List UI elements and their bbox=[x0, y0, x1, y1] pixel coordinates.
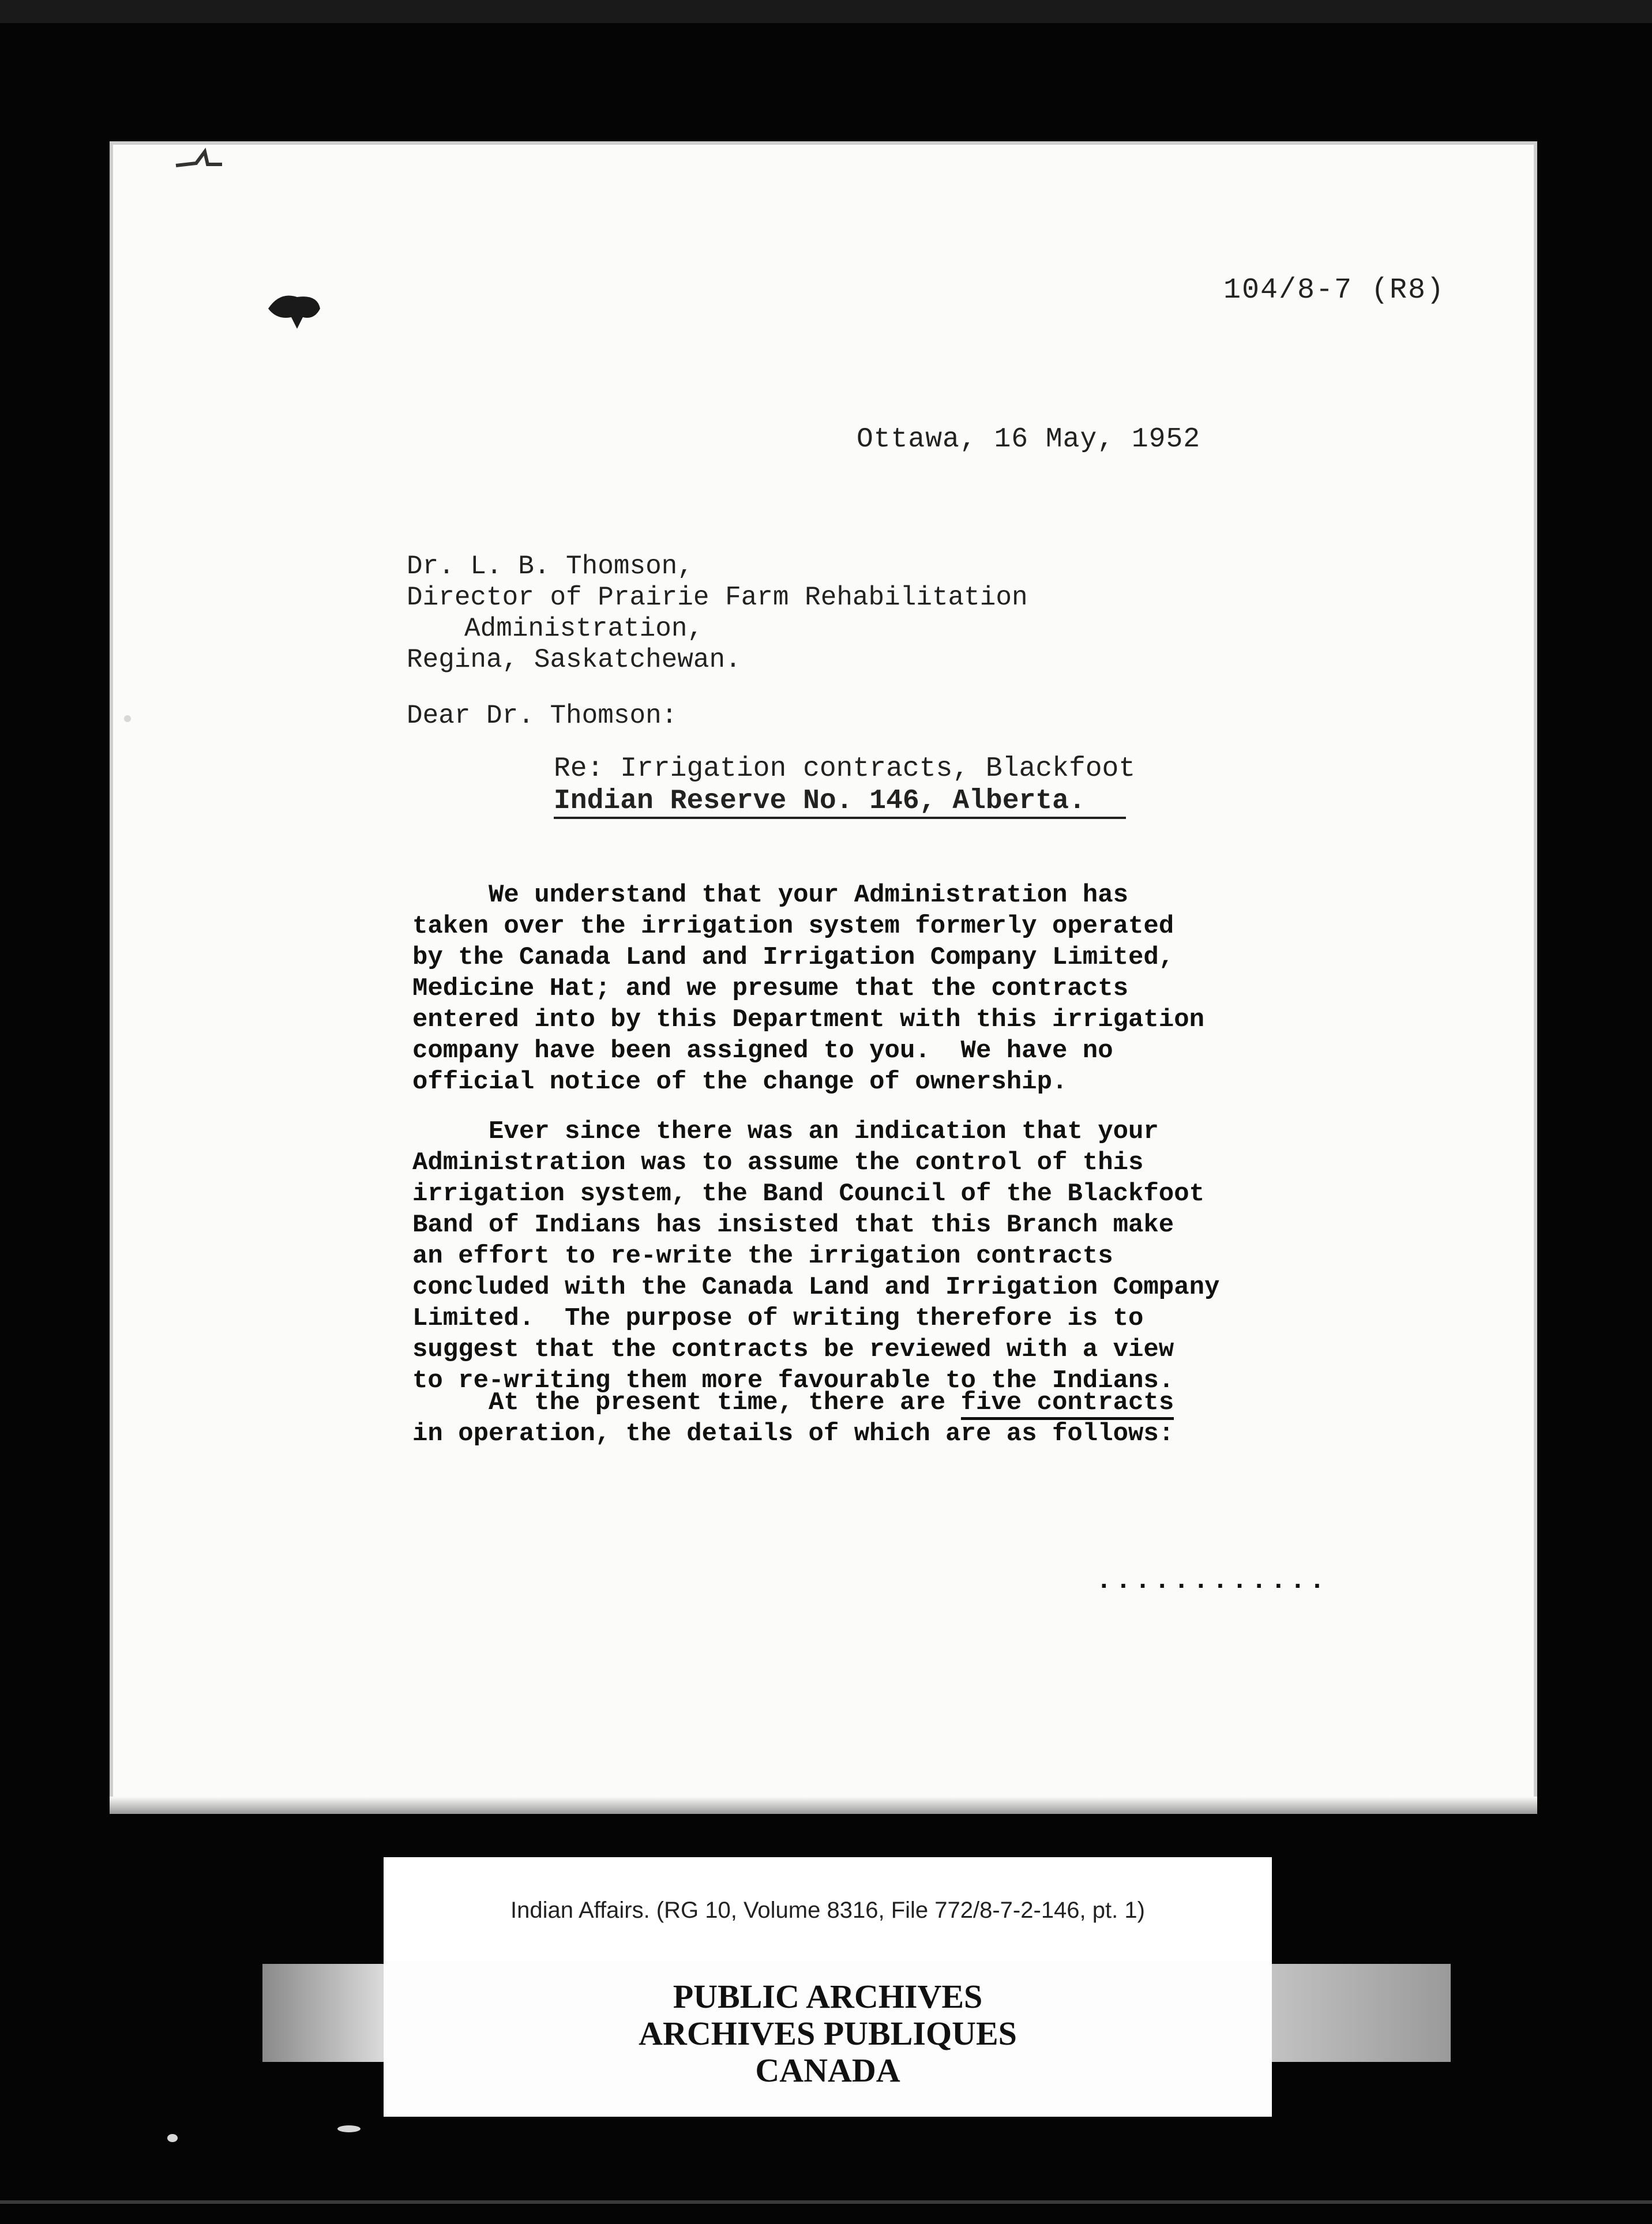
archive-stamp bbox=[384, 1961, 1272, 2117]
ink-blot bbox=[262, 285, 326, 332]
letter-page bbox=[110, 141, 1537, 1814]
underlined-phrase: five contracts bbox=[961, 1388, 1174, 1420]
archive-stamp-text bbox=[384, 1978, 1272, 2089]
archive-citation-label bbox=[384, 1857, 1272, 1961]
film-speck bbox=[124, 715, 131, 722]
archive-citation: Indian Affairs. (RG 10, Volume 8316, File 772/8-7-2-146, pt. 1) bbox=[510, 1898, 1145, 1923]
file-reference-number: 104/8-7 (R8) bbox=[1223, 274, 1445, 307]
stamp-line-3: CANADA bbox=[755, 2052, 900, 2089]
body-paragraph-3 bbox=[412, 1387, 1508, 1449]
paragraph-3-end: in operation, the details of which are as follows: bbox=[412, 1419, 1174, 1448]
microfilm-frame-top bbox=[0, 0, 1652, 23]
paragraph-3-start: At the present time, there are bbox=[412, 1388, 961, 1417]
stamp-line-1: PUBLIC ARCHIVES bbox=[673, 1978, 983, 2015]
salutation: Dear Dr. Thomson: bbox=[407, 701, 678, 731]
body-paragraph-2: Ever since there was an indication that your Administration was to assume the control of this irrigation system, the Band Council of the Blackfoot Band of Indians has insisted that this Branch make an effort to re-write the irrigation contracts concluded with the Canada Land and Irrigation Company Limited. The purpose of writing therefore is to suggest that the contracts be reviewed with a view to re-writing them more favourable to the Indians. bbox=[412, 1117, 1220, 1395]
microfilm-frame-bottom bbox=[0, 2200, 1652, 2204]
continuation-dots: ............ bbox=[1096, 1566, 1329, 1596]
addressee-name: Dr. L. B. Thomson, bbox=[407, 551, 693, 581]
film-speck bbox=[337, 2125, 361, 2132]
stamp-line-2: ARCHIVES PUBLIQUES bbox=[639, 2015, 1017, 2052]
subject-line-2: Indian Reserve No. 146, Alberta. bbox=[554, 786, 1126, 819]
addressee-block bbox=[407, 551, 1028, 675]
subject-line bbox=[554, 753, 1135, 817]
pen-mark bbox=[173, 147, 225, 170]
addressee-title: Director of Prairie Farm Rehabilitation bbox=[407, 583, 1028, 613]
body-paragraph-1: We understand that your Administration has taken over the irrigation system formerly operated by the Canada Land and Irrigation Company Limited, Medicine Hat; and we presume that the contracts entered into by this Department with this irrigation company have been assigned to you. We have no official notice of the change of ownership. bbox=[412, 881, 1205, 1096]
addressee-title-continued: Administration, bbox=[464, 614, 704, 644]
addressee-location: Regina, Saskatchewan. bbox=[407, 645, 741, 675]
film-speck bbox=[167, 2134, 178, 2142]
subject-line-1: Re: Irrigation contracts, Blackfoot bbox=[554, 753, 1136, 784]
date-line: Ottawa, 16 May, 1952 bbox=[857, 424, 1201, 455]
